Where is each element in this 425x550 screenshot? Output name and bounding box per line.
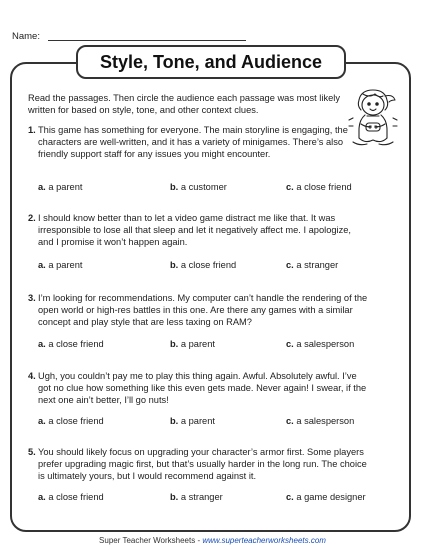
footer-site-name: Super Teacher Worksheets	[99, 536, 196, 545]
question-2	[28, 212, 368, 248]
name-field[interactable]	[48, 40, 246, 41]
option-a[interactable]: a. a close friend	[38, 339, 104, 349]
option-c[interactable]: c. a stranger	[286, 260, 339, 270]
question-number: 3.	[28, 293, 36, 303]
option-b[interactable]: b. a stranger	[170, 492, 223, 502]
option-a[interactable]: a. a close friend	[38, 416, 104, 426]
option-a[interactable]: a. a parent	[38, 260, 83, 270]
option-c[interactable]: c. a close friend	[286, 182, 352, 192]
passage-text: Ugh, you couldn’t pay me to play this thing again. Awful. Absolutely awful. I’ve got no clue how something like this even gets made. Never again! I swear, if the next one ain’t better, I’ll go nuts!	[38, 371, 367, 405]
passage-text: I’m looking for recommendations. My computer can’t handle the rendering of the open world or high-res battles in this one. Are there any games with a similar concept and play style that are less taxing on RAM?	[38, 293, 368, 327]
passage-text: You should likely focus on upgrading your character’s armor first. Some players prefer upgrading magic first, but that’s usually harder in the long run. The choice is ultimately yours, but I would recommend against it.	[38, 447, 367, 481]
question-5	[28, 446, 368, 482]
option-b[interactable]: b. a customer	[170, 182, 227, 192]
option-c[interactable]: c. a salesperson	[286, 416, 355, 426]
question-number: 4.	[28, 371, 36, 381]
passage-text: This game has something for everyone. The main storyline is engaging, the characters are well-written, and it has a variety of minigames. There’s also friendly support staff for any issues you might encounter.	[38, 125, 348, 159]
footer	[0, 536, 425, 545]
footer-separator: -	[195, 536, 203, 545]
option-b[interactable]: b. a parent	[170, 339, 215, 349]
question-number: 2.	[28, 213, 36, 223]
question-1	[28, 124, 368, 160]
option-a[interactable]: a. a close friend	[38, 492, 104, 502]
question-4	[28, 370, 368, 406]
option-b[interactable]: b. a close friend	[170, 260, 237, 270]
passage-text: I should know better than to let a video game distract me like that. It was irresponsible to lose all that sleep and let it negatively affect me. I apologize, and I promise it won’t happen again.	[38, 213, 352, 247]
option-c[interactable]: c. a game designer	[286, 492, 366, 502]
option-a[interactable]: a. a parent	[38, 182, 83, 192]
option-c[interactable]: c. a salesperson	[286, 339, 355, 349]
question-number: 5.	[28, 447, 36, 457]
worksheet-title: Style, Tone, and Audience	[76, 45, 346, 79]
question-3	[28, 292, 368, 328]
footer-url-link[interactable]: www.superteacherworksheets.com	[202, 536, 326, 545]
name-label: Name:	[12, 31, 40, 42]
instructions: Read the passages. Then circle the audience each passage was most likely written for based on style, tone, and other context clues.	[28, 93, 340, 115]
option-b[interactable]: b. a parent	[170, 416, 215, 426]
question-number: 1.	[28, 125, 36, 135]
